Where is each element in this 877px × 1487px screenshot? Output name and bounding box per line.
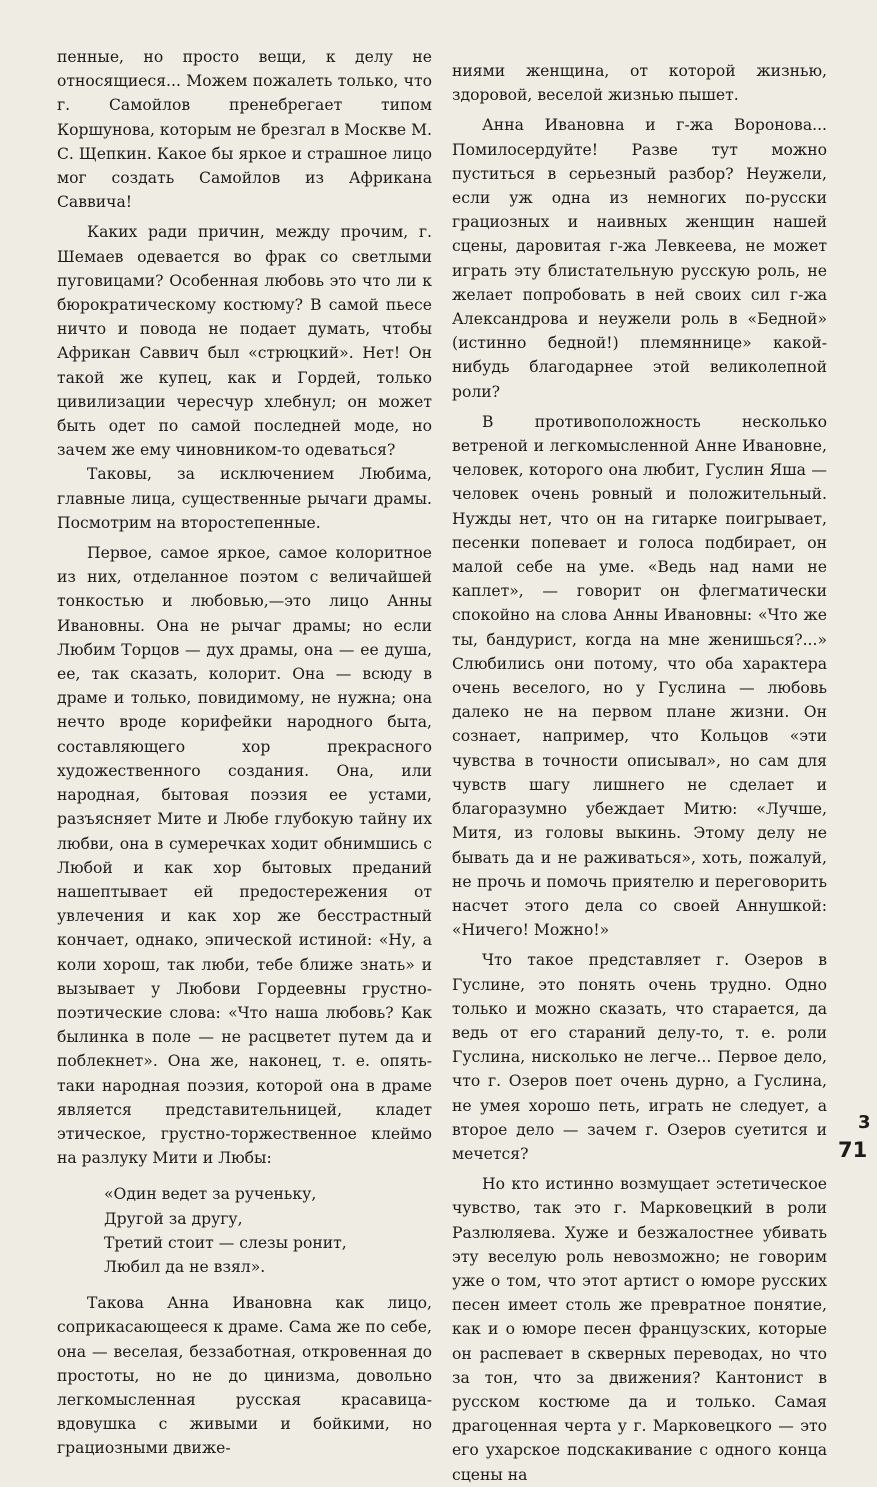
paragraph: Каких ради причин, между прочим, г. Шемаев одевается во фрак со светлыми пуговицами? Особенная любовь это что ли к бюрократическому костюму? В самой пьесе ничто и повода не подает думать, чтобы Африкан Саввич был «стрюцкий». Нет! Он такой же купец, как и Гордей, только цивилизации чересчур хлебнул; он может быть одет по самой последней моде, но зачем же ему чиновником-то одеваться?: [57, 223, 432, 460]
paragraph: Что такое представляет г. Озеров в Гуслине, это понять очень трудно. Одно только и можно сказать, что старается, да ведь от его стараний делу-то, т. е. роли Гуслина, нисколько не легче... Первое дело, что г. Озеров поет очень дурно, а Гуслина, не умея хорошо петь, играть не следует, а второе дело — зачем г. Озеров суетится и мечется?: [452, 951, 827, 1163]
poem-line: Другой за другу,: [104, 1209, 243, 1228]
paragraph: Анна Ивановна и г-жа Воронова... Помилосердуйте! Разве тут можно пуститься в серьезный разбор? Неужели, если уж одна из немногих по-русски грациозных и наивных женщин нашей сцены, даровитая г-жа Левкеева, не может играть эту блистательную русскую роль, не желает попробовать в ней своих сил г-жа Александрова и неужели роль в «Бедной» (истинно бедной!) племяннице» какой-нибудь благодарнее этой великолепной роли?: [452, 116, 827, 401]
paragraph: Таковы, за исключением Любима, главные лица, существенные рычаги драмы. Посмотрим на второстепенные.: [57, 465, 432, 532]
poem-quote: [104, 1182, 432, 1279]
right-text-column: [452, 59, 827, 1487]
paragraph: Такова Анна Ивановна как лицо, соприкасающееся к драме. Сама же по себе, она — веселая, беззаботная, откровенная до простоты, но не до цинизма, довольно легкомысленная русская красавица-вдовушка с живыми и бойкими, но грациозными движе-: [57, 1294, 432, 1458]
poem-line: Любил да не взял».: [104, 1257, 266, 1276]
paragraph: В противоположность несколько ветреной и легкомысленной Анне Ивановне, человек, которого она любит, Гуслин Яша — человек очень ровный и положительный. Нужды нет, что он на гитарке поигрывает, песенки попевает и голоса подбирает, он малой себе на уме. «Ведь над нами не каплет», — говорит он флегматически спокойно на слова Анны Ивановны: «Что же ты, бандурист, когда на мне женишься?...» Слюбились они потому, что оба характера очень веселого, но у Гуслина — любовь далеко не на первом плане жизни. Он сознает, например, что Кольцов «эти чувства в точности описывал», но сам для чувств шагу лишнего не сделает и благоразумно убеждает Митю: «Лучше, Митя, из головы выкинь. Этому делу не бывать да и не раживаться», хоть, пожалуй, не прочь и помочь приятелю и переговорить насчет этого дела со своей Аннушкой: «Ничего! Можно!»: [452, 412, 827, 940]
page-number: 71: [838, 1138, 868, 1162]
poem-line: Третий стоит — слезы ронит,: [104, 1233, 347, 1252]
paragraph: ниями женщина, от которой жизнью, здоровой, веселой жизнью пышет.: [452, 62, 827, 105]
margin-mark: 3: [858, 1112, 871, 1133]
paragraph: Но кто истинно возмущает эстетическое чувство, так это г. Марковецкий в роли Разлюляева. Хуже и безжалостнее убивать эту веселую роль невозможно; не говорим уже о том, что этот артист о юморе русских песен имеет столь же превратное понятие, как и о юморе песен французских, которые он распевает в скверных переводах, но что за тон, что за движения? Кантонист в русском костюме да и только. Самая драгоценная черта у г. Марковецкого — это его ухарское подскакивание с одного конца сцены на: [452, 1175, 827, 1484]
poem-line: «Один ведет за рученьку,: [104, 1185, 317, 1204]
left-text-column: [57, 45, 432, 1461]
paragraph: Первое, самое яркое, самое колоритное из них, отделанное поэтом с величайшей тонкостью и любовью,—это лицо Анны Ивановны. Она не рычаг драмы; но если Любим Торцов — дух драмы, она — ее душа, ее, так сказать, колорит. Она — всюду в драме и только, повидимому, не нужна; она нечто вроде корифейки народного быта, составляющего хор прекрасного художественного создания. Она, или народная, бытовая поэзия ее устами, разъясняет Мите и Любе глубокую тайну их любви, она в сумеречках ходит обнимшись с Любой и как хор бытовых преданий нашептывает ей предостережения от увлечения и как хор же бесстрастный кончает, однако, эпической истиной: «Ну, а коли хорош, так люби, тебе ближе знать» и вызывает у Любови Гордеевны грустно-поэтические слова: «Что наша любовь? Как былинка в поле — не расцветет путем да и поблекнет». Она же, наконец, т. е. опять-таки народная поэзия, которой она в драме является представительницей, кладет этическое, грустно-торжественное клеймо на разлуку Мити и Любы:: [57, 544, 432, 1168]
paragraph: пенные, но просто вещи, к делу не относящиеся... Можем пожалеть только, что г. Самойлов пренебрегает типом Коршунова, которым не брезгал в Москве М. С. Щепкин. Какое бы яркое и страшное лицо мог создать Самойлов из Африкана Саввича!: [57, 48, 432, 212]
